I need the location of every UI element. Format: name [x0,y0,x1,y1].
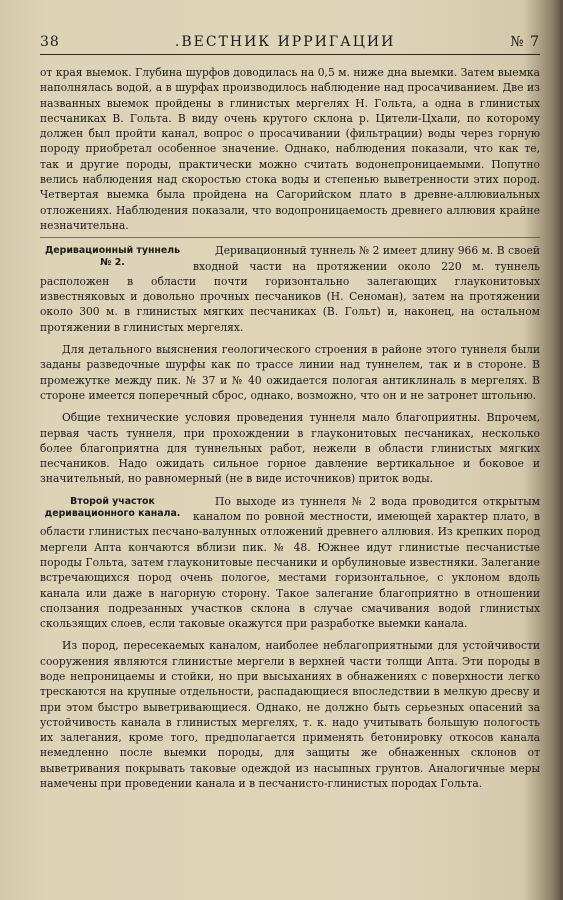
paragraph-geology: Для детального выяснения геологического строения в районе этого туннеля были заданы разведочные шурфы как по трассе линии над туннелем, так и в стороне. В промежутке между пик. № 37 и № 40 ожидается пологая антиклиналь в мергелях. В стороне имеется поперечный сброс, однако, возможно, что он и не затронет штольню. [40,343,540,402]
running-head [40,34,540,55]
paragraph-conditions: Общие технические условия проведения туннеля мало благоприятны. Впрочем, первая часть туннеля, при прохождении в глауконитовых песчаниках, несколько более благоприятна для туннельных работ, нежели в области глинистых мягких песчаников. Надо ожидать сильное горное давление вертикальное и боковое и значительный, но равномерный (не в виде источников) приток воды. [40,411,540,486]
issue-number: № 7 [510,34,540,50]
page-number: 38 [40,34,60,50]
section-divider [40,237,540,238]
canal-side-heading: Второй участок деривационного канала. [44,495,181,519]
paragraph-tunnel-intro: Деривационный туннель № 2 имеет длину 966 м. В своей входной части на протяжении около 220 м. туннель расположен в области почти горизонтально залегающих глауконитовых известняковых и довольно прочных песчаников (Н. Сеноман), затем на протяжении около 300 м. в глинистых мягких песчаниках (В. Гольт) и, наконец, на остальном протяжении в глинистых мергелях. [40,244,540,334]
canal-section [40,494,540,632]
paragraph-rocks: Из пород, пересекаемых каналом, наиболее неблагоприятными для устойчивости сооружения являются глинистые мергели в верхней части толщи Апта. Эти породы в воде непроницаемы и стойки, но при высыханиях в обнажениях с поверхности легко трескаются на крупные отдельности, распадающиеся впоследствии в мелкую дресву и при этом быстро выветривающиеся. Однако, не должно быть серьезных опасений за устойчивость канала в глинистых мергелях, т. к. надо учитывать большую пологость их залегания, кроме того, предполагается применять бетонировку откосов канала немедленно после выемки породы, для защиты же обнаженных склонов от выветривания покрывать таковые одеждой из насыпных грунтов. Аналогичные меры намечены при проведении канала и в песчанисто-глинистых породах Гольта. [40,639,540,791]
journal-title: .ВЕСТНИК ИРРИГАЦИИ [174,34,396,50]
tunnel-side-heading: Деривационный туннель № 2. [44,245,181,269]
paragraph-canal-intro: По выходе из туннеля № 2 вода проводится открытым каналом по ровной местности, имеющей характер плато, в области глинистых песчано-валунных отложений древнего аллювия. Из крепких пород мергели Апта кончаются вблизи пик. № 48. Южнее идут глинистые песчанистые породы Гольта, затем глауконитовые песчаники и орбулиновые известняки. Залегание встречающихся пород очень пологое, местами горизонтальное, с уклоном вдоль канала или даже в нагорную сторону. Такое залегание благоприятно в отношении сползания подрезанных участков склона в случае смачивания водой глинистых скользящих слоев, если таковые окажутся при разработке выемки канала. [40,494,540,631]
tunnel-section [40,243,540,335]
paragraph-1: от края выемок. Глубина шурфов доводилась на 0,5 м. ниже дна выемки. Затем выемка наполнялась водой, а в шурфах производилось наблюдение над просачиванием. Две из названных выемок пройдены в глинистых мергелях Н. Гольта, а одна в глинистых песчаниках В. Гольта. В виду очень крутого склона р. Цители-Цхали, по которому должен был пройти канал, вопрос о просачивании (фильтрации) воды через горную породу приобретал особенное значение. Однако, наблюдения показали, что как те, так и другие породы, практически можно считать водонепроницаемыми. Попутно велись наблюдения над скоростью стока воды и степенью выветренности этих пород. Четвертая выемка была пройдена на Сагорийском плато в древне-аллювиальных отложениях. Наблюдения показали, что водопроницаемость древнего аллювия крайне незначительна. [40,66,540,232]
